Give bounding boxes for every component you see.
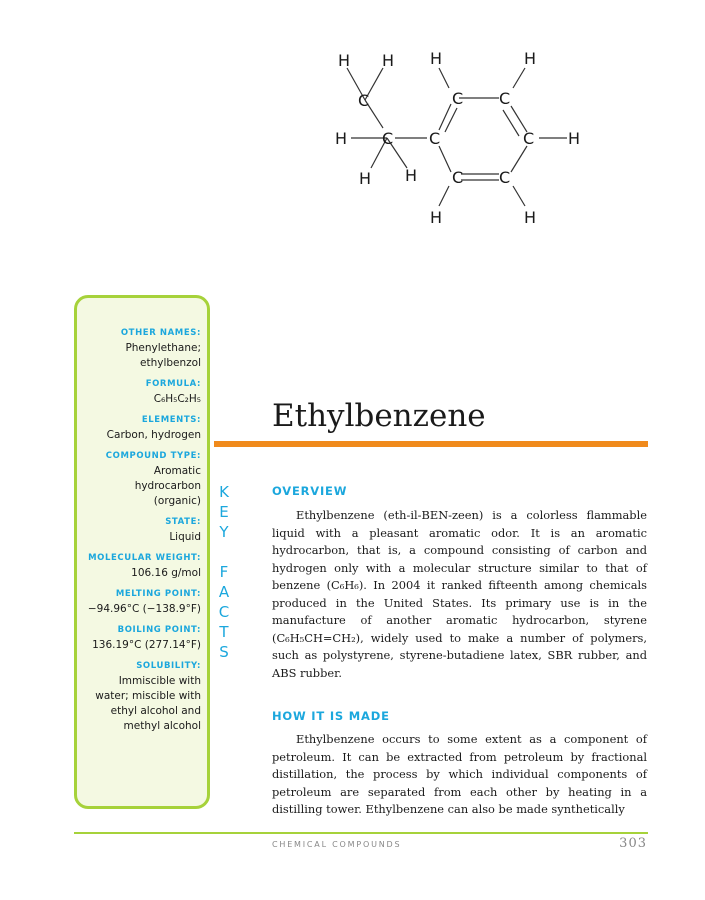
- fact-other-names: [83, 328, 201, 371]
- hydrogen-atom: H: [568, 129, 581, 148]
- fact-value: Liquid: [169, 531, 201, 543]
- ethylbenzene-structure-diagram: [325, 40, 595, 230]
- overview-heading: OVERVIEW: [272, 484, 348, 498]
- fact-molecular-weight: [83, 553, 201, 581]
- key-facts-side-label: K E Y F A C T S: [218, 483, 230, 661]
- overview-paragraph: Ethylbenzene (eth-il-BEN-zeen) is a colorless flammable liquid with a pleasant aromatic odor. It is an aromatic hydrocarbon, that is, a compound consisting of carbon and hydrogen only with a molecular structure similar to that of benzene (C₆H₆). In 2004 it ranked fifteenth among chemicals produced in the United States. Its primary use is in the manufacture of another aromatic hydrocarbon, styrene (C₆H₅CH=CH₂), widely used to make a number of polymers, such as polystyrene, styrene-butadiene latex, SBR rubber, and ABS rubber.: [272, 508, 647, 680]
- fact-solubility: [83, 661, 201, 734]
- fact-value: C₆H₅C₂H₅: [153, 393, 201, 405]
- hydrogen-atom: H: [524, 208, 537, 227]
- fact-label: OTHER NAMES:: [120, 328, 201, 338]
- carbon-atom: C: [358, 91, 370, 110]
- hydrogen-atom: H: [359, 169, 372, 188]
- carbon-atom: C: [523, 129, 535, 148]
- fact-value: 136.19°C (277.14°F): [92, 639, 201, 651]
- carbon-atom: C: [452, 168, 464, 187]
- carbon-atom: C: [452, 89, 464, 108]
- bond: [513, 186, 525, 206]
- hydrogen-atom: H: [430, 208, 443, 227]
- how-it-is-made-paragraph: Ethylbenzene occurs to some extent as a component of petroleum. It can be extracted from petroleum by fractional distillation, the process by which individual components of petroleum are separated from each other by heating in a distilling tower. Ethylbenzene can also be made synthetically: [272, 732, 647, 816]
- page-title: Ethylbenzene: [272, 398, 486, 434]
- hydrogen-atom: H: [335, 129, 348, 148]
- hydrogen-atom: H: [524, 49, 537, 68]
- hydrogen-atom: H: [382, 51, 395, 70]
- fact-label: BOILING POINT:: [117, 625, 201, 635]
- fact-state: [83, 517, 201, 545]
- fact-label: MELTING POINT:: [115, 589, 201, 599]
- running-title: CHEMICAL COMPOUNDS: [272, 840, 402, 849]
- footer-rule: [74, 832, 648, 834]
- how-it-is-made-heading: HOW IT IS MADE: [272, 709, 390, 723]
- bond: [513, 68, 525, 88]
- fact-compound-type: [83, 451, 201, 509]
- fact-boiling-point: [83, 625, 201, 653]
- fact-elements: [83, 415, 201, 443]
- fact-label: SOLUBILITY:: [136, 661, 201, 671]
- carbon-atom: C: [499, 168, 511, 187]
- fact-value: −94.96°C (−138.9°F): [87, 603, 201, 615]
- fact-label: STATE:: [165, 517, 201, 527]
- carbon-atom: C: [499, 89, 511, 108]
- hydrogen-atom: H: [430, 49, 443, 68]
- fact-value: Phenylethane; ethylbenzol: [125, 342, 201, 369]
- fact-label: COMPOUND TYPE:: [105, 451, 201, 461]
- fact-label: ELEMENTS:: [141, 415, 201, 425]
- title-rule: [214, 441, 648, 447]
- key-facts-sidebar: [74, 295, 210, 809]
- bond: [445, 108, 457, 132]
- bond: [439, 186, 449, 206]
- fact-value: Carbon, hydrogen: [106, 429, 201, 441]
- fact-label: MOLECULAR WEIGHT:: [88, 553, 201, 563]
- bond: [439, 68, 449, 88]
- bond: [503, 110, 519, 136]
- fact-melting-point: [83, 589, 201, 617]
- bond: [511, 146, 527, 172]
- bond: [439, 146, 451, 172]
- fact-label: FORMULA:: [145, 379, 201, 389]
- fact-formula: [83, 379, 201, 407]
- fact-value: 106.16 g/mol: [131, 567, 201, 579]
- fact-value: Immiscible with water; miscible with ethyl alcohol and methyl alcohol: [95, 675, 201, 732]
- carbon-atom: C: [382, 129, 394, 148]
- carbon-atom: C: [429, 129, 441, 148]
- hydrogen-atom: H: [338, 51, 351, 70]
- fact-value: Aromatic hydrocarbon (organic): [134, 465, 201, 507]
- hydrogen-atom: H: [405, 166, 418, 185]
- bond: [439, 104, 451, 130]
- page-number: 303: [619, 836, 647, 851]
